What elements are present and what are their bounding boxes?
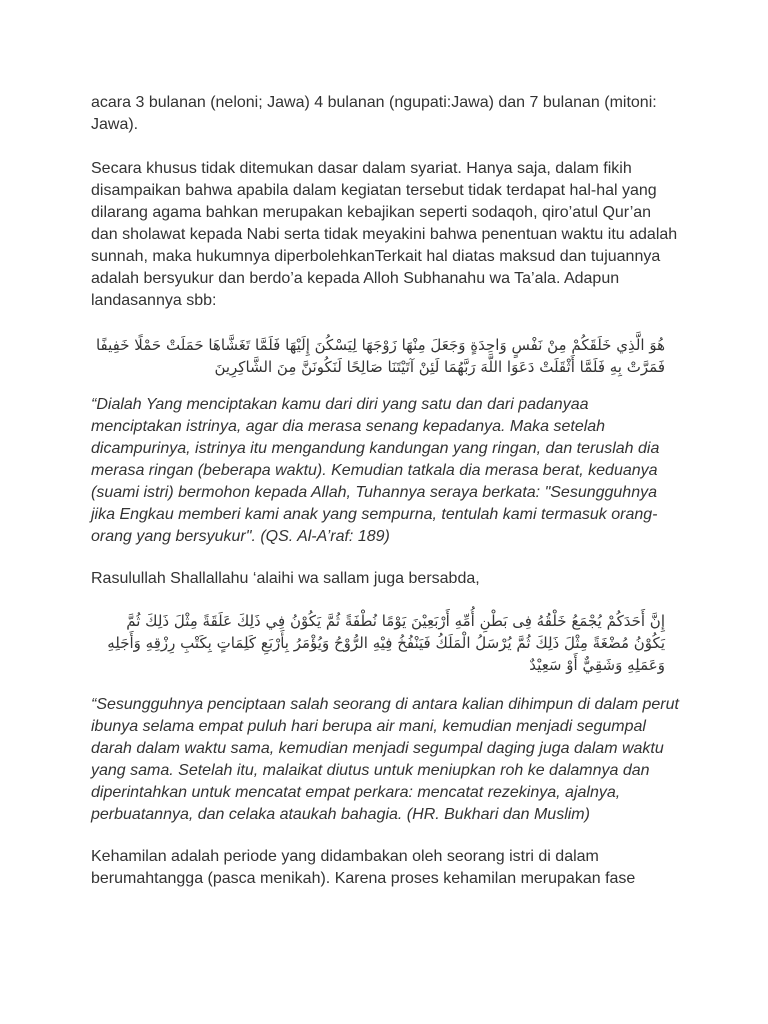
translation-hadith: “Sesungguhnya penciptaan salah seorang di antara kalian dihimpun di dalam perut ibunya selama empat puluh hari berupa air mani, kemudian menjadi segumpal darah dalam waktu sama, kemudian menjadi segumpal daging juga dalam waktu yang sama. Setelah itu, malaikat diutus untuk meniupkan roh ke dalamnya dan diperintahkan untuk mencatat empat perkara: mencatat rezekinya, ajalnya, perbuatannya, dan celaka ataukah bahagia. (HR. Bukhari dan Muslim) — [91, 696, 679, 823]
paragraph-sharia-basis: Secara khusus tidak ditemukan dasar dalam syariat. Hanya saja, dalam fikih disampaikan bahwa apabila dalam kegiatan tersebut tidak terdapat hal-hal yang dilarang agama bahkan merupakan kebajikan seperti sodaqoh, qiro’atul Qur’an dan sholawat kepada Nabi serta tidak meyakini bahwa penentuan waktu itu adalah sunnah, maka hukumnya diperbolehkanTerkait hal diatas maksud dan tujuannya adalah bersyukur dan berdo’a kepada Alloh Subhanahu wa Ta’ala. Adapun landasannya sbb: — [91, 160, 678, 309]
translation-quran-verse: “Dialah Yang menciptakan kamu dari diri yang satu dan dari padanyaa menciptakan istrinya, agar dia merasa senang kepadanya. Maka setelah dicampurinya, istrinya itu mengandung kandungan yang ringan, dan teruslah dia merasa ringan (beberapa waktu). Kemudian tatkala dia merasa berat, keduanya (suami istri) bermohon kepada Allah, Tuhannya seraya berkata: "Sesungguhnya jika Engkau memberi kami anak yang sempurna, tentulah kami termasuk orang-orang yang bersyukur". (QS. Al-A’raf: 189) — [91, 396, 660, 545]
arabic-hadith: إِنَّ أَحَدَكُمْ يُجْمَعُ خَلْقُهُ فِى بَطْنِ أُمِّهِ أَرْبَعِيْنَ يَوْمًا نُطْفَةً ثُمَّ يَكُوْنُ فِي ذَلِكَ عَلَقَةً مِثْلَ ذَلِكَ ثُمَّ يَكُوْنُ مُضْغَةً مِثْلَ ذَلِكَ ثُمَّ يُرْسَلُ الْمَلَكُ فَيَنْفُخُ فِيْهِ الرُّوْحُ وَيُؤْمَرُ بِأَرْبَعِ كَلِمَاتٍ بِكَتْبِ رِزْقِهِ وَأَجَلِهِ وَعَمَلِهِ وَشَقِيٌّ أَوْ سَعِيْدٌ — [107, 612, 665, 674]
paragraph-ritual-months: acara 3 bulanan (neloni; Jawa) 4 bulanan (ngupati:Jawa) dan 7 bulanan (mitoni: Jawa). — [91, 94, 657, 133]
arabic-quran-verse: هُوَ الَّذِي خَلَقَكُمْ مِنْ نَفْسٍ وَاحِدَةٍ وَجَعَلَ مِنْهَا زَوْجَهَا لِيَسْكُنَ إِلَيْهَا فَلَمَّا تَغَشَّاهَا حَمَلَتْ حَمْلًا خَفِيفًا فَمَرَّتْ بِهِ فَلَمَّا أَثْقَلَتْ دَعَوَا اللَّهَ رَبَّهُمَا لَئِنْ آتَيْتَنَا صَالِحًا لَنَكُونَنَّ مِنَ الشَّاكِرِينَ — [95, 336, 665, 376]
document-page — [91, 92, 681, 912]
paragraph-hadith-intro: Rasulullah Shallallahu ‘alaihi wa sallam juga bersabda, — [91, 570, 480, 587]
paragraph-pregnancy: Kehamilan adalah periode yang didambakan oleh seorang istri di dalam berumahtangga (pasca menikah). Karena proses kehamilan merupakan fase — [91, 848, 636, 887]
